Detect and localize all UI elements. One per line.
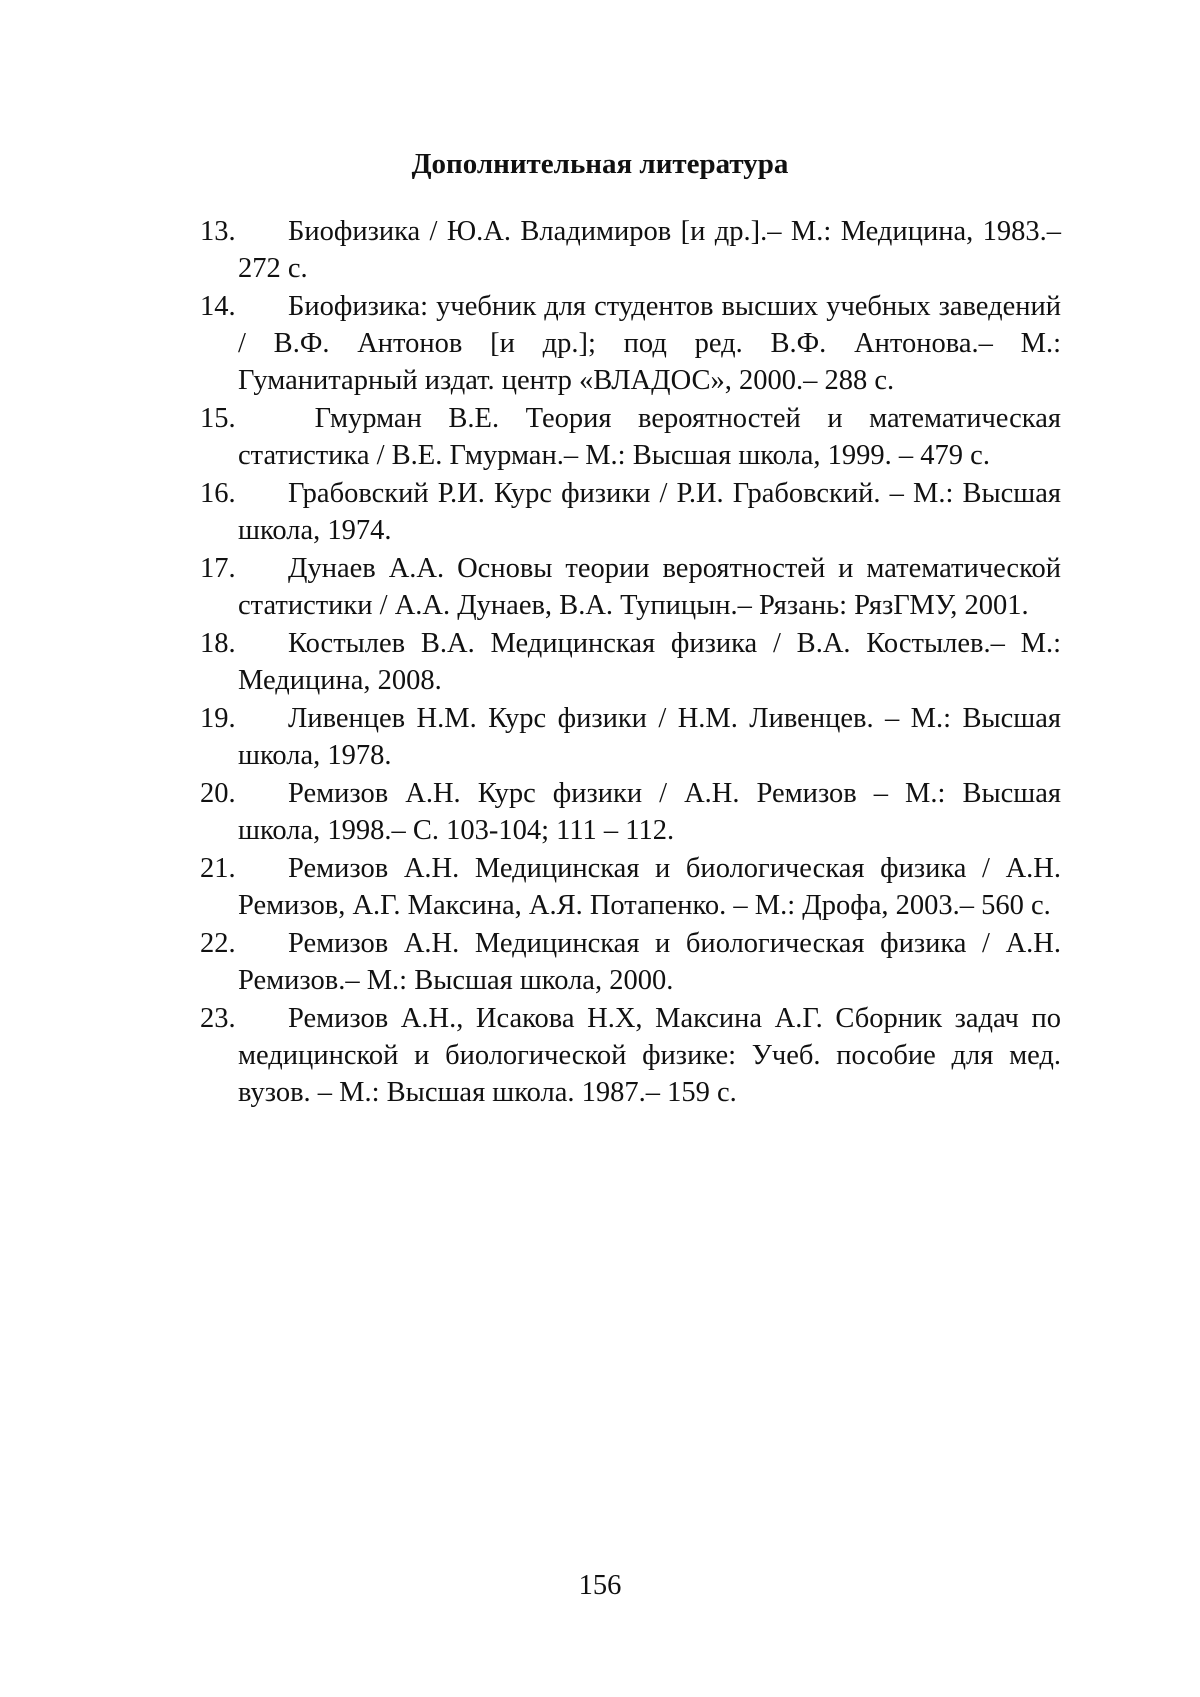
reference-number: 17. xyxy=(200,553,236,584)
reference-item xyxy=(200,213,1061,287)
reference-number: 14. xyxy=(200,291,236,322)
reference-number: 16. xyxy=(200,478,236,509)
reference-text: Дунаев А.А. Основы теории вероятностей и математической статистики / А.А. Дунаев, В.А. Тупицын.– Рязань: РязГМУ, 2001. xyxy=(238,553,1061,621)
reference-text: Ремизов А.Н. Медицинская и биологическая физика / А.Н. Ремизов, А.Г. Максина, А.Я. Потапенко. – М.: Дрофа, 2003.– 560 с. xyxy=(238,853,1061,921)
reference-number: 22. xyxy=(200,928,236,959)
reference-list xyxy=(200,213,1061,1112)
reference-text: Ремизов А.Н., Исакова Н.Х, Максина А.Г. Сборник задач по медицинской и биологической физике: Учеб. пособие для мед. вузов. – М.: Высшая школа. 1987.– 159 с. xyxy=(238,1003,1061,1108)
reference-text: Костылев В.А. Медицинская физика / В.А. Костылев.– М.: Медицина, 2008. xyxy=(238,628,1061,696)
reference-item xyxy=(200,775,1061,849)
reference-number: 19. xyxy=(200,703,236,734)
page-number: 156 xyxy=(578,1570,622,1601)
reference-item xyxy=(200,550,1061,624)
reference-number: 21. xyxy=(200,853,236,884)
reference-item xyxy=(200,700,1061,774)
reference-number: 18. xyxy=(200,628,236,659)
reference-item xyxy=(200,850,1061,924)
reference-item xyxy=(200,625,1061,699)
reference-number: 15. xyxy=(200,403,236,434)
reference-number: 13. xyxy=(200,216,236,247)
reference-text: Ремизов А.Н. Курс физики / А.Н. Ремизов – М.: Высшая школа, 1998.– С. 103-104; 111 – 112. xyxy=(238,778,1061,846)
reference-text: Гмурман В.Е. Теория вероятностей и математическая статистика / В.Е. Гмурман.– М.: Высшая школа, 1999. – 479 с. xyxy=(238,403,1061,471)
reference-number: 23. xyxy=(200,1003,236,1034)
reference-item xyxy=(200,400,1061,474)
reference-text: Биофизика / Ю.А. Владимиров [и др.].– М.: Медицина, 1983.– 272 с. xyxy=(238,216,1061,284)
reference-text: Грабовский Р.И. Курс физики / Р.И. Грабовский. – М.: Высшая школа, 1974. xyxy=(238,478,1061,546)
reference-item xyxy=(200,925,1061,999)
reference-text: Биофизика: учебник для студентов высших учебных заведений / В.Ф. Антонов [и др.]; под ред. В.Ф. Антонова.– М.: Гуманитарный издат. центр «ВЛАДОС», 2000.– 288 с. xyxy=(238,291,1061,396)
reference-text: Ремизов А.Н. Медицинская и биологическая физика / А.Н. Ремизов.– М.: Высшая школа, 2000. xyxy=(238,928,1061,996)
reference-text: Ливенцев Н.М. Курс физики / Н.М. Ливенцев. – М.: Высшая школа, 1978. xyxy=(238,703,1061,771)
section-heading: Дополнительная литература xyxy=(411,148,789,180)
reference-item xyxy=(200,1000,1061,1111)
reference-item xyxy=(200,288,1061,399)
reference-number: 20. xyxy=(200,778,236,809)
reference-item xyxy=(200,475,1061,549)
